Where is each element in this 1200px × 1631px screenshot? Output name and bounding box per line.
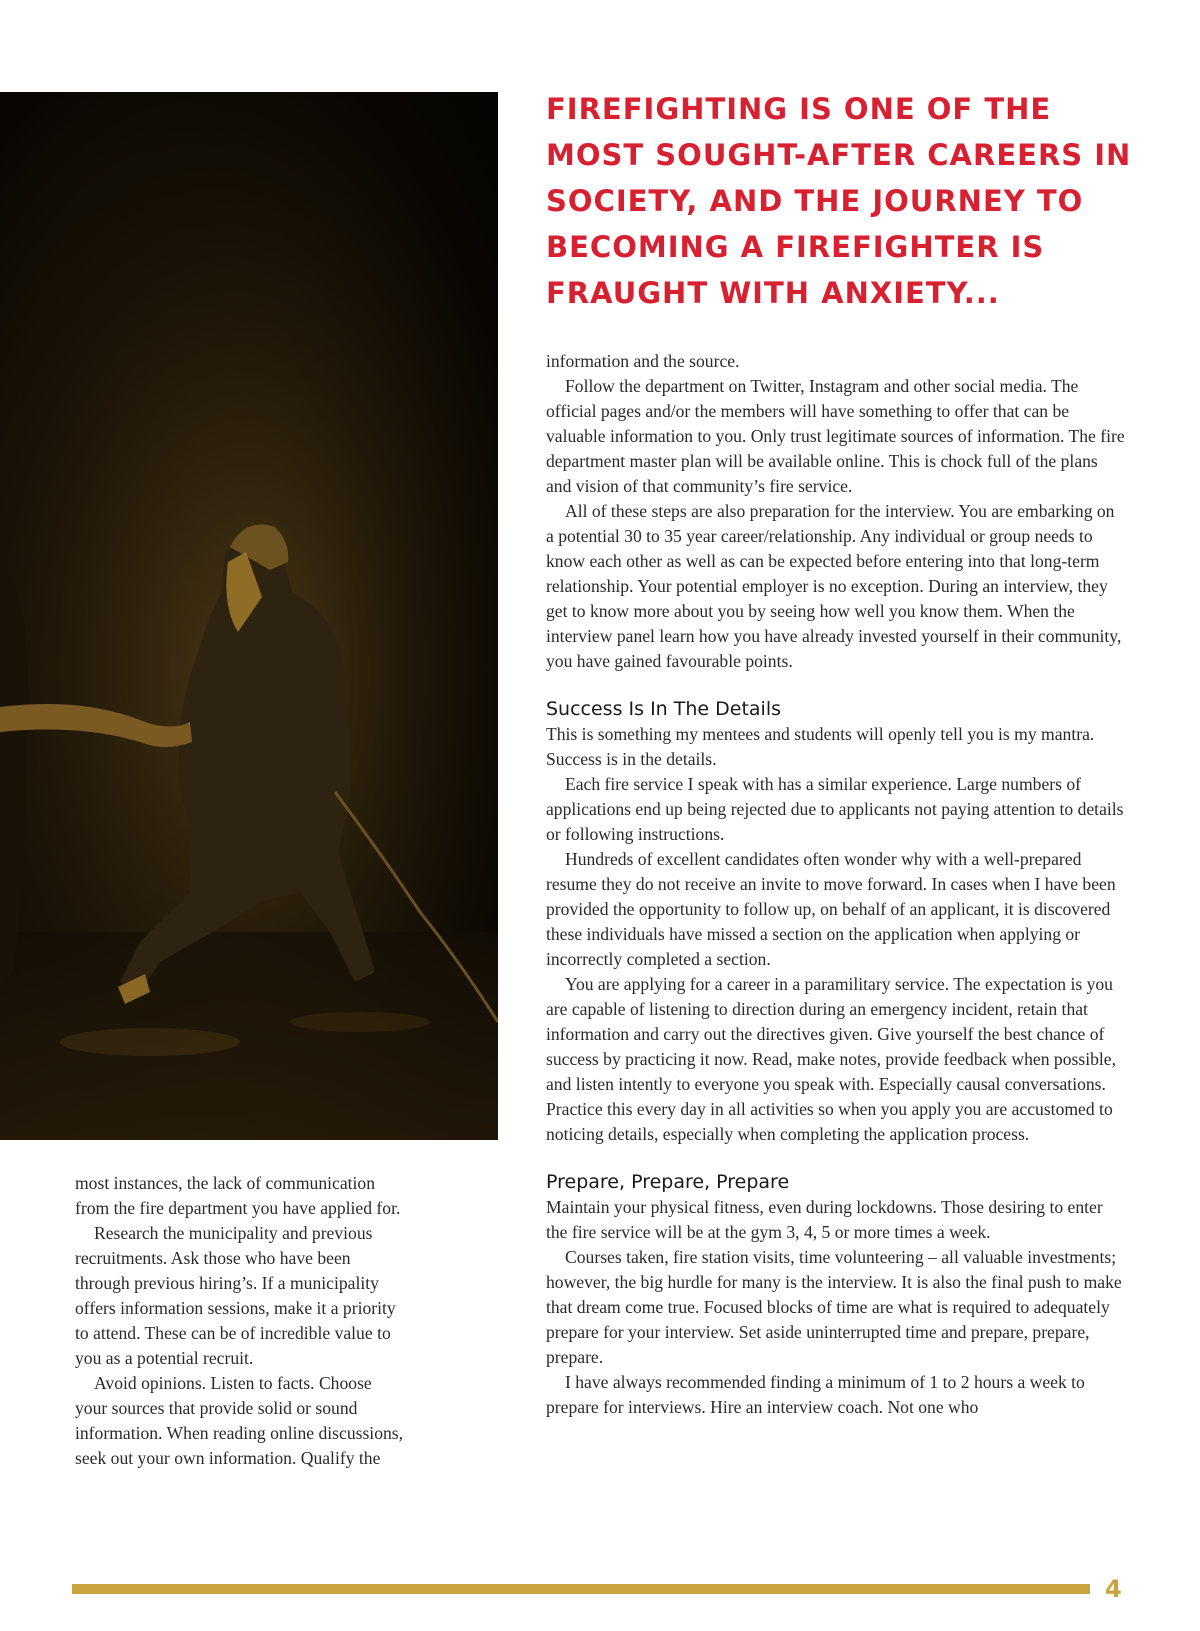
section-heading-prepare: Prepare, Prepare, Prepare bbox=[546, 1171, 790, 1193]
right-paragraph-2: Follow the department on Twitter, Instagram and other social media. The official pages and/or the members will have something to offer that can be valuable information to you. Only trust legitimate sources of information. The fire department master plan will be available online. This is chock full of the plans and vision of that community’s fire service. bbox=[546, 376, 1125, 496]
prepare-paragraph-2: Courses taken, fire station visits, time volunteering – all valuable investments; however, the big hurdle for many is the interview. It is also the final push to make that dream come true. Focused blocks of time are what is required to adequately prepare for your interview. Set aside uninterrupted time and prepare, prepare, prepare. bbox=[546, 1247, 1122, 1367]
pull-quote: FIREFIGHTING IS ONE OF THE MOST SOUGHT-AFTER CAREERS IN SOCIETY, AND THE JOURNEY TO BECOMING A FIREFIGHTER IS FRAUGHT WITH ANXIETY... bbox=[546, 92, 1132, 310]
success-paragraph-3: Hundreds of excellent candidates often wonder why with a well-prepared resume they do not receive an invite to move forward. In cases when I have been provided the opportunity to follow up, on behalf of an applicant, it is discovered these individuals have missed a section on the application when applying or incorrectly completed a section. bbox=[546, 849, 1116, 969]
success-paragraph-4: You are applying for a career in a paramilitary service. The expectation is you are capable of listening to direction during an emergency incident, retain that information and carry out the directives given. Give yourself the best chance of success by practicing it now. Read, make notes, provide feedback when possible, and listen intently to everyone you speak with. Especially causal conversations. Practice this every day in all activities so when you apply you are accustomed to noticing details, especially when completing the application process. bbox=[546, 974, 1117, 1144]
success-paragraph-2: Each fire service I speak with has a similar experience. Large numbers of applications end up being rejected due to applicants not paying attention to details or following instructions. bbox=[546, 774, 1124, 844]
prepare-paragraph-3: I have always recommended finding a minimum of 1 to 2 hours a week to prepare for interviews. Hire an interview coach. Not one who bbox=[546, 1372, 1085, 1417]
left-paragraph-2: Research the municipality and previous recruitments. Ask those who have been through previous hiring’s. If a municipality offers information sessions, make it a priority to attend. These can be of incredible value to you as a potential recruit. bbox=[75, 1223, 396, 1368]
prepare-paragraph-1: Maintain your physical fitness, even during lockdowns. Those desiring to enter the fire service will be at the gym 3, 4, 5 or more times a week. bbox=[546, 1197, 1103, 1242]
left-column bbox=[75, 1171, 405, 1471]
success-paragraph-1: This is something my mentees and students will openly tell you is my mantra. Success is in the details. bbox=[546, 724, 1095, 769]
right-paragraph-3: All of these steps are also preparation for the interview. You are embarking on a potential 30 to 35 year career/relationship. Any individual or group needs to know each other as well as can be expected before entering into that long-term relationship. Your potential employer is no exception. During an interview, they get to know more about you by seeing how well you know them. When the interview panel learn how you have already invested yourself in their community, you have gained favourable points. bbox=[546, 501, 1122, 671]
left-paragraph-1: most instances, the lack of communication from the fire department you have applied for. bbox=[75, 1173, 401, 1218]
right-column bbox=[546, 349, 1126, 1420]
left-paragraph-3: Avoid opinions. Listen to facts. Choose your sources that provide solid or sound information. When reading online discussions, seek out your own information. Qualify the bbox=[75, 1373, 404, 1468]
footer-accent-bar bbox=[72, 1584, 1090, 1594]
firefighters-hose-photo bbox=[0, 92, 498, 1140]
firefighters-silhouette-icon bbox=[0, 92, 498, 1140]
section-heading-success: Success Is In The Details bbox=[546, 698, 781, 720]
page-number: 4 bbox=[1105, 1575, 1122, 1603]
right-paragraph-1: information and the source. bbox=[546, 351, 740, 371]
